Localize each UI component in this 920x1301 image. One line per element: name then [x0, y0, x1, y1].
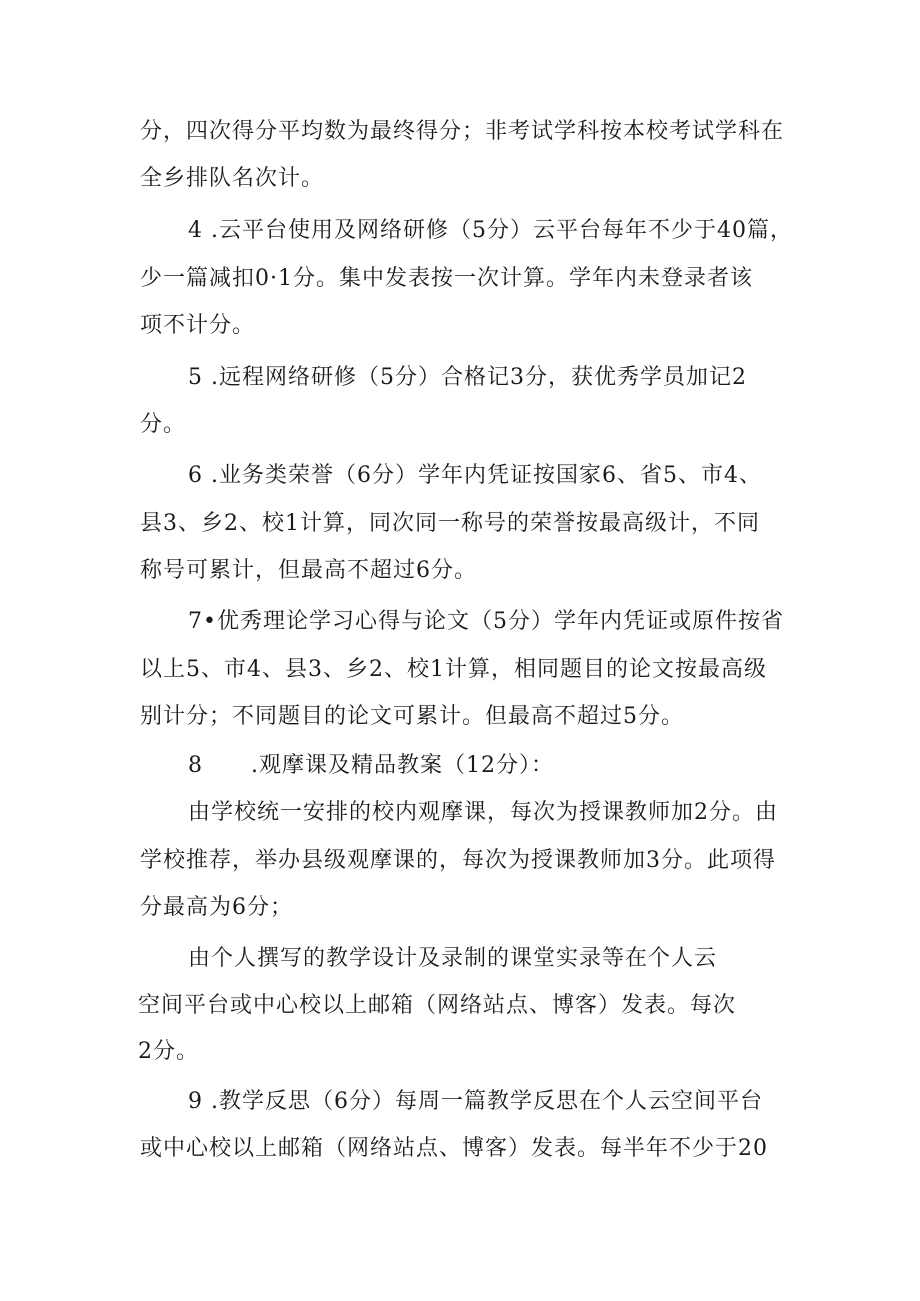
text-line: 少一篇减扣0·1分。集中发表按一次计算。学年内未登录者该 — [140, 266, 753, 291]
text-line: 7•优秀理论学习心得与论文（5分）学年内凭证或原件按省 — [188, 609, 784, 634]
text-line: 或中心校以上邮箱（网络站点、博客）发表。每半年不少于20 — [140, 1136, 768, 1161]
text-line: 项不计分。 — [140, 313, 256, 338]
text-line: 9 .教学反思（6分）每周一篇教学反思在个人云空间平台 — [188, 1089, 763, 1114]
text-line: 由学校统一安排的校内观摩课，每次为授课教师加2分。由 — [188, 800, 778, 825]
text-line: 6 .业务类荣誉（6分）学年内凭证按国家6、省5、市4、 — [188, 463, 762, 488]
text-line: 称号可累计，但最高不超过6分。 — [140, 558, 477, 583]
text-line: 别计分；不同题目的论文可累计。但最高不超过5分。 — [140, 704, 684, 729]
text-line: 以上5、市4、县3、乡2、校1计算，相同题目的论文按最高级 — [140, 657, 767, 682]
text-line: 空间平台或中心校以上邮箱（网络站点、博客）发表。每次 — [138, 993, 737, 1018]
text-line: 全乡排队名次计。 — [140, 166, 325, 191]
text-line: 县3、乡2、校1计算，同次同一称号的荣誉按最高级计，不同 — [140, 511, 760, 536]
text-line: 由个人撰写的教学设计及录制的课堂实录等在个人云 — [188, 946, 718, 971]
text-line: 2分。 — [138, 1039, 199, 1064]
text-line: 分。 — [140, 412, 187, 437]
text-line: 分，四次得分平均数为最终得分；非考试学科按本校考试学科在 — [140, 119, 785, 144]
text-line: 5 .远程网络研修（5分）合格记3分，获优秀学员加记2 — [188, 365, 747, 390]
text-line: 4 .云平台使用及网络研修（5分）云平台每年不少于40篇， — [188, 218, 793, 243]
text-line: 分最高为6分； — [140, 895, 293, 920]
text-line: 8 .观摩课及精品教案（12分）： — [188, 753, 554, 778]
text-line: 学校推荐，举办县级观摩课的，每次为授课教师加3分。此项得 — [140, 848, 776, 873]
